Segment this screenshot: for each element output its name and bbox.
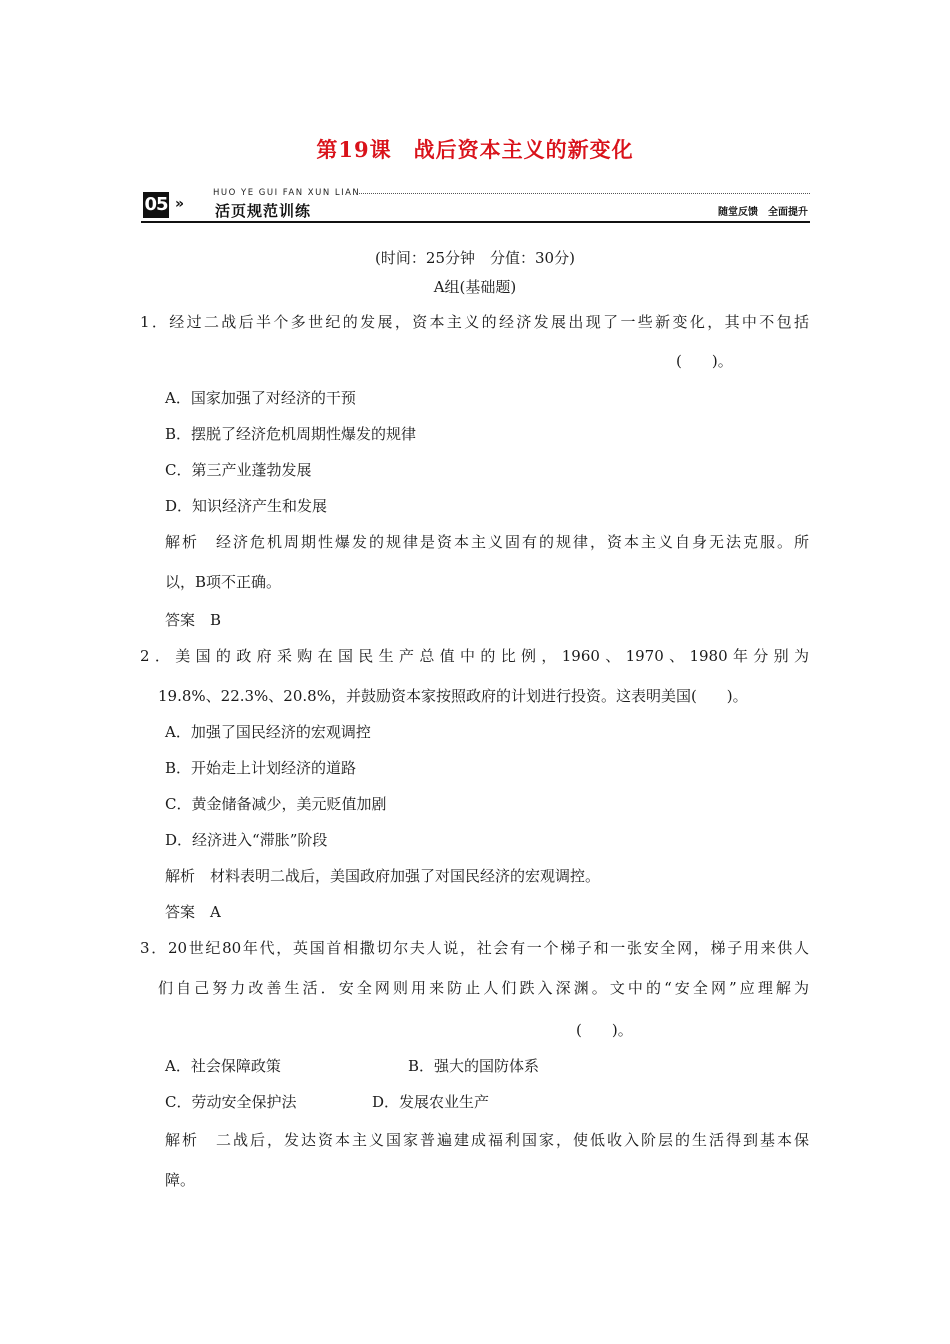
question-3-option-d: D．发展农业生产: [372, 1093, 490, 1111]
question-1-option-a: A．国家加强了对经济的干预: [165, 389, 356, 407]
banner-pinyin: HUO YE GUI FAN XUN LIAN: [213, 188, 361, 198]
question-1-option-d: D．知识经济产生和发展: [165, 497, 328, 515]
time-score-info: (时间：25分钟 分值：30分): [375, 249, 575, 267]
question-1-analysis-cont: 以，B项不正确。: [165, 573, 282, 591]
question-3-analysis: 解析 二战后，发达资本主义国家普遍建成福利国家，使低收入阶层的生活得到基本保: [165, 1131, 809, 1149]
question-3-option-a: A．社会保障政策: [165, 1057, 281, 1075]
question-2-option-c: C．黄金储备减少，美元贬值加剧: [165, 795, 387, 813]
section-banner: [141, 186, 810, 224]
question-1-blank: ( )。: [676, 352, 733, 370]
question-2-option-d: D．经济进入“滞胀”阶段: [165, 831, 328, 849]
question-1-stem: 1．经过二战后半个多世纪的发展，资本主义的经济发展出现了一些新变化，其中不包括: [140, 313, 809, 331]
question-3-option-c: C．劳动安全保护法: [165, 1093, 297, 1111]
question-3-stem: 3．20世纪80年代，英国首相撒切尔夫人说，社会有一个梯子和一张安全网，梯子用来供人: [140, 939, 809, 957]
question-3-blank: ( )。: [576, 1021, 633, 1039]
question-3-options-row-1: [165, 1056, 725, 1076]
question-2-answer: 答案 A: [165, 903, 221, 921]
question-1-answer: 答案 B: [165, 611, 222, 629]
question-3-stem-cont: 们自己努力改善生活．安全网则用来防止人们跌入深渊。文中的“安全网”应理解为: [158, 979, 809, 997]
question-2-stem: 2．美国的政府采购在国民生产总值中的比例，1960、1970、1980年分别为: [140, 647, 809, 665]
question-1-option-b: B．摆脱了经济危机周期性爆发的规律: [165, 425, 417, 443]
section-number-badge: 05: [143, 192, 169, 218]
question-2-stem-cont: 19.8%、22.3%、20.8%，并鼓励资本家按照政府的计划进行投资。这表明美国( )。: [158, 687, 748, 705]
page-title: 第19课 战后资本主义的新变化: [316, 137, 634, 162]
question-3-analysis-cont: 障。: [165, 1171, 196, 1189]
question-1-analysis: 解析 经济危机周期性爆发的规律是资本主义固有的规律，资本主义自身无法克服。所: [165, 533, 809, 551]
banner-slogan: 随堂反馈 全面提升: [718, 207, 808, 218]
banner-rule: [141, 221, 810, 223]
group-heading: A组(基础题): [433, 278, 517, 296]
question-2-analysis: 解析 材料表明二战后，美国政府加强了对国民经济的宏观调控。: [165, 867, 601, 885]
double-chevron-icon: »: [175, 196, 185, 212]
question-2-option-b: B．开始走上计划经济的道路: [165, 759, 357, 777]
question-3-option-b: B．强大的国防体系: [408, 1057, 540, 1075]
question-1-option-c: C．第三产业蓬勃发展: [165, 461, 312, 479]
question-2-option-a: A．加强了国民经济的宏观调控: [165, 723, 371, 741]
question-3-options-row-2: [165, 1092, 725, 1112]
banner-label: 活页规范训练: [215, 202, 312, 220]
banner-dotted-line: [357, 193, 810, 194]
